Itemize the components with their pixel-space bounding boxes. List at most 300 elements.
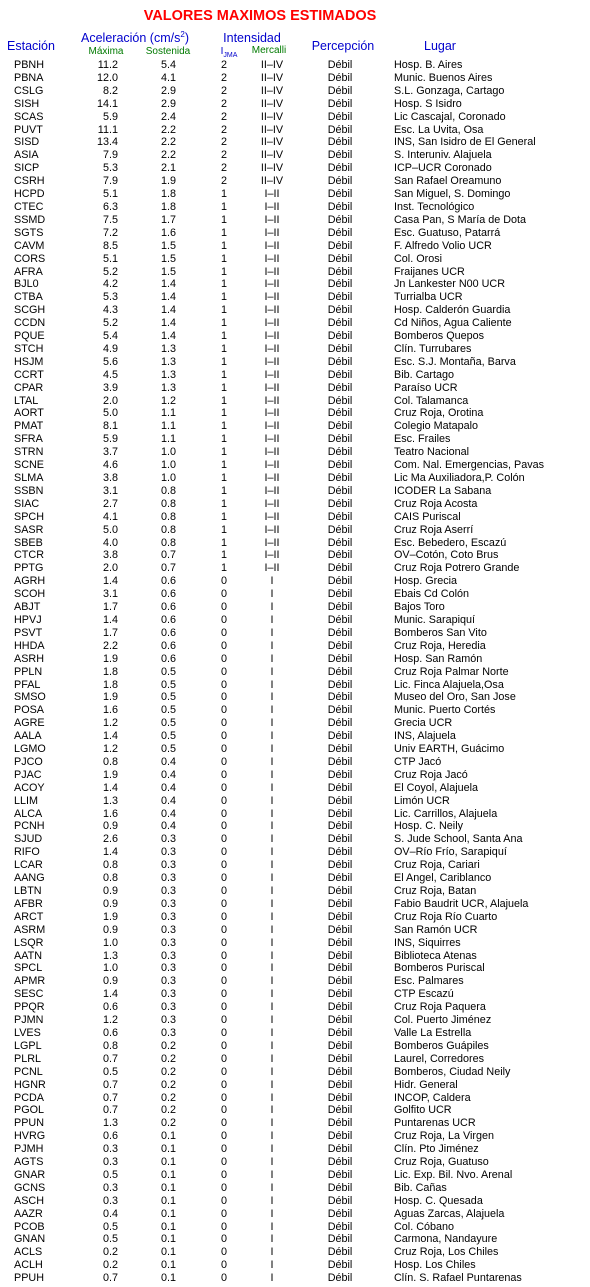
percepcion: Débil [327,136,353,149]
station-code: PJCO [14,755,43,768]
page-title: VALORES MAXIMOS ESTIMADOS [143,8,377,24]
intensidad-ijma: 0 [220,1246,227,1259]
header-sostenida: Sostenida [145,46,191,57]
station-code: LTAL [14,394,39,407]
header-aceleracion-text: Aceleración (cm/s [81,31,181,45]
station-code: CPAR [14,381,44,394]
aceleracion-sostenida: 0.3 [160,1014,176,1027]
aceleracion-sostenida: 1.3 [160,381,176,394]
intensidad-ijma: 2 [220,175,227,188]
intensidad-ijma: 2 [220,123,227,136]
station-code: PLRL [14,1052,42,1065]
table-row [0,640,590,653]
intensidad-ijma: 2 [220,84,227,97]
table-row [0,717,590,730]
intensidad-mercalli: I [270,1039,274,1052]
aceleracion-sostenida: 0.3 [160,872,176,885]
percepcion: Débil [327,420,353,433]
intensidad-mercalli: I [270,820,274,833]
aceleracion-sostenida: 0.2 [160,1078,176,1091]
aceleracion-sostenida: 0.2 [160,1104,176,1117]
aceleracion-sostenida: 4.1 [160,71,176,84]
intensidad-mercalli: I–II [264,510,280,523]
aceleracion-maxima: 0.8 [102,872,118,885]
percepcion: Débil [327,497,353,510]
intensidad-mercalli: I [270,1220,274,1233]
aceleracion-maxima: 0.7 [102,1091,118,1104]
station-code: SICP [14,162,40,175]
lugar: Hidr. General [394,1078,458,1091]
station-code: SLMA [14,472,44,484]
intensidad-ijma: 1 [220,510,227,523]
intensidad-ijma: 1 [220,420,227,433]
aceleracion-maxima: 0.3 [102,1143,118,1156]
intensidad-ijma: 0 [220,1065,227,1078]
aceleracion-sostenida: 0.4 [160,820,176,833]
aceleracion-maxima: 1.7 [102,626,118,639]
aceleracion-maxima: 0.7 [102,1078,118,1091]
lugar: Biblioteca Atenas [394,949,477,962]
station-code: ASCH [14,1194,44,1207]
percepcion: Débil [327,833,353,846]
percepcion: Débil [327,665,353,678]
table-row [0,704,590,717]
table-row [0,278,590,291]
aceleracion-sostenida: 2.2 [160,136,176,149]
intensidad-ijma: 0 [220,575,227,588]
intensidad-ijma: 0 [220,872,227,885]
table-row [0,1092,590,1105]
aceleracion-maxima: 0.3 [102,1194,118,1207]
station-code: CSLG [14,84,44,97]
aceleracion-maxima: 1.8 [102,665,118,678]
aceleracion-maxima: 1.3 [102,949,118,962]
percepcion: Débil [327,1091,353,1104]
table-row [0,808,590,821]
station-code: HCPD [14,188,45,201]
aceleracion-sostenida: 0.3 [160,988,176,1001]
percepcion: Débil [327,588,353,601]
percepcion: Débil [327,613,353,626]
table-row [0,1156,590,1169]
aceleracion-sostenida: 1.4 [160,304,176,317]
aceleracion-sostenida: 0.3 [160,936,176,949]
lugar: Aguas Zarcas, Alajuela [394,1207,505,1220]
aceleracion-maxima: 0.9 [102,885,118,897]
aceleracion-maxima: 5.1 [102,188,118,201]
aceleracion-maxima: 1.7 [102,601,118,614]
intensidad-ijma: 2 [220,136,227,149]
aceleracion-sostenida: 0.3 [160,962,176,975]
percepcion: Débil [327,226,353,239]
aceleracion-maxima: 4.5 [102,368,118,381]
lugar: El Coyol, Alajuela [394,781,479,794]
percepcion: Débil [327,562,353,575]
aceleracion-sostenida: 1.5 [160,265,176,278]
intensidad-ijma: 0 [220,1143,227,1156]
intensidad-mercalli: I–II [264,407,280,420]
intensidad-mercalli: I [270,846,274,859]
aceleracion-sostenida: 0.8 [160,536,176,549]
lugar: Paraíso UCR [394,381,458,394]
aceleracion-sostenida: 0.3 [160,846,176,859]
aceleracion-maxima: 0.8 [102,1039,118,1052]
intensidad-ijma: 0 [220,691,227,704]
aceleracion-maxima: 1.2 [102,743,118,756]
aceleracion-maxima: 6.3 [102,200,118,213]
percepcion: Débil [327,1143,353,1156]
lugar: Clín. Turrubares [394,342,472,355]
intensidad-mercalli: I [270,755,274,768]
lugar: Grecia UCR [394,717,453,730]
aceleracion-maxima: 0.7 [102,1052,118,1065]
station-code: PPUN [14,1117,44,1130]
header-maxima: Máxima [88,46,124,57]
aceleracion-maxima: 0.5 [102,1065,118,1078]
intensidad-mercalli: I–II [264,239,280,252]
intensidad-ijma: 1 [220,394,227,407]
aceleracion-maxima: 1.4 [102,988,118,1001]
station-code: ASRH [14,652,44,665]
intensidad-ijma: 2 [220,162,227,175]
lugar: INS, San Isidro de El General [394,136,536,149]
lugar: Cruz Roja, La Virgen [394,1130,495,1143]
table-row [0,1066,590,1079]
percepcion: Débil [327,1078,353,1091]
aceleracion-maxima: 4.3 [102,304,118,317]
intensidad-mercalli: I [270,1130,274,1143]
percepcion: Débil [327,1207,353,1220]
station-code: PUVT [14,123,43,136]
table-row [0,756,590,769]
intensidad-mercalli: I–II [264,433,280,446]
lugar: Limón UCR [394,794,450,807]
percepcion: Débil [327,149,353,162]
aceleracion-sostenida: 1.0 [160,459,176,472]
percepcion: Débil [327,678,353,691]
percepcion: Débil [327,200,353,213]
aceleracion-sostenida: 0.3 [160,859,176,872]
lugar: San Miguel, S. Domingo [394,188,511,201]
aceleracion-maxima: 8.2 [102,84,118,97]
intensidad-mercalli: I [270,975,274,988]
table-row [0,1169,590,1182]
table-row [0,898,590,911]
station-code: HSJM [14,355,44,368]
intensidad-mercalli: I–II [264,523,280,536]
lugar: Bib. Cartago [394,368,455,381]
lugar: Hosp. C. Quesada [394,1194,483,1207]
table-row [0,330,590,343]
table-row [0,782,590,795]
table-row [0,266,590,279]
lugar: Esc. S.J. Montaña, Barva [394,355,516,368]
aceleracion-maxima: 0.9 [102,923,118,936]
percepcion: Débil [327,213,353,226]
intensidad-ijma: 0 [220,626,227,639]
station-code: ALCA [14,807,43,820]
intensidad-ijma: 1 [220,497,227,510]
aceleracion-sostenida: 1.4 [160,278,176,291]
intensidad-ijma: 0 [220,859,227,872]
station-code: AORT [14,407,44,420]
intensidad-ijma: 1 [220,484,227,497]
lugar: Esc. Frailes [394,433,451,446]
table-row [0,136,590,149]
percepcion: Débil [327,252,353,265]
aceleracion-sostenida: 1.5 [160,239,176,252]
station-code: SIAC [14,497,40,510]
aceleracion-sostenida: 0.3 [160,910,176,923]
percepcion: Débil [327,781,353,794]
aceleracion-sostenida: 1.8 [160,200,176,213]
table-row [0,124,590,137]
aceleracion-sostenida: 0.8 [160,484,176,497]
station-code: AGRH [14,575,46,588]
station-code: SSBN [14,484,44,497]
intensidad-ijma: 1 [220,226,227,239]
lugar: Bomberos, Ciudad Neily [394,1065,511,1078]
station-code: SGTS [14,226,44,239]
percepcion: Débil [327,472,353,484]
intensidad-ijma: 0 [220,1014,227,1027]
header-lugar: Lugar [424,39,456,53]
intensidad-ijma: 0 [220,743,227,756]
intensidad-mercalli: I–II [264,536,280,549]
percepcion: Débil [327,755,353,768]
intensidad-mercalli: I [270,1091,274,1104]
intensidad-mercalli: I–II [264,188,280,201]
station-code: LLIM [14,794,39,807]
aceleracion-sostenida: 0.5 [160,730,176,743]
station-code: SCAS [14,110,44,123]
intensidad-mercalli: I [270,1104,274,1117]
station-code: PQUE [14,330,45,343]
aceleracion-maxima: 2.0 [102,394,118,407]
table-row [0,911,590,924]
intensidad-mercalli: I [270,872,274,885]
percepcion: Débil [327,1272,353,1285]
lugar: Esc. La Uvita, Osa [394,123,484,136]
lugar: Fraijanes UCR [394,265,465,278]
percepcion: Débil [327,975,353,988]
station-code: SPCH [14,510,44,523]
intensidad-mercalli: I [270,601,274,614]
intensidad-ijma: 0 [220,833,227,846]
station-code: HGNR [14,1078,46,1091]
aceleracion-sostenida: 1.4 [160,330,176,343]
aceleracion-maxima: 5.1 [102,252,118,265]
aceleracion-maxima: 1.4 [102,781,118,794]
percepcion: Débil [327,743,353,756]
intensidad-mercalli: I [270,730,274,743]
station-code: AGRE [14,717,45,730]
aceleracion-sostenida: 0.6 [160,626,176,639]
aceleracion-sostenida: 0.7 [160,549,176,562]
lugar: Valle La Estrella [394,1026,472,1039]
intensidad-mercalli: I–II [264,497,280,510]
aceleracion-sostenida: 0.2 [160,1039,176,1052]
intensidad-ijma: 1 [220,304,227,317]
lugar: Cruz Roja Paquera [394,1001,486,1014]
intensidad-ijma: 0 [220,820,227,833]
header-aceleracion-close: ) [184,31,189,45]
table-row [0,730,590,743]
table-row [0,1246,590,1259]
table-row [0,666,590,679]
intensidad-ijma: 0 [220,1052,227,1065]
station-code: PGOL [14,1104,45,1117]
table-row [0,291,590,304]
intensidad-mercalli: I [270,1181,274,1194]
station-code: LCAR [14,859,43,872]
percepcion: Débil [327,175,353,188]
aceleracion-sostenida: 0.7 [160,562,176,575]
table-row [0,859,590,872]
lugar: Esc. Bebedero, Escazú [394,536,507,549]
aceleracion-maxima: 5.2 [102,317,118,330]
aceleracion-maxima: 1.2 [102,1014,118,1027]
intensidad-mercalli: II–IV [260,71,284,84]
percepcion: Débil [327,536,353,549]
station-code: ACLH [14,1259,43,1272]
table-row [0,743,590,756]
intensidad-mercalli: I [270,768,274,781]
percepcion: Débil [327,162,353,175]
table-row [0,1027,590,1040]
aceleracion-maxima: 0.5 [102,1220,118,1233]
intensidad-ijma: 0 [220,975,227,988]
aceleracion-maxima: 7.5 [102,213,118,226]
table-row [0,149,590,162]
station-code: CTCR [14,549,44,562]
table-row [0,885,590,898]
intensidad-mercalli: II–IV [260,59,284,71]
percepcion: Débil [327,549,353,562]
percepcion: Débil [327,639,353,652]
intensidad-mercalli: I [270,910,274,923]
aceleracion-sostenida: 0.5 [160,678,176,691]
station-code: HVRG [14,1130,46,1143]
aceleracion-maxima: 0.8 [102,755,118,768]
intensidad-mercalli: I–II [264,459,280,472]
station-code: SASR [14,523,44,536]
aceleracion-sostenida: 0.2 [160,1117,176,1130]
intensidad-mercalli: II–IV [260,175,284,188]
station-code: HHDA [14,639,45,652]
intensidad-mercalli: I [270,691,274,704]
station-code: GCNS [14,1181,46,1194]
lugar: Ebais Cd Colón [394,588,470,601]
aceleracion-sostenida: 0.5 [160,691,176,704]
aceleracion-maxima: 0.6 [102,1001,118,1014]
intensidad-ijma: 1 [220,523,227,536]
intensidad-ijma: 0 [220,1130,227,1143]
aceleracion-maxima: 11.1 [97,123,118,136]
intensidad-ijma: 1 [220,291,227,304]
lugar: Lic. Carrillos, Alajuela [394,807,498,820]
aceleracion-sostenida: 2.9 [160,84,176,97]
aceleracion-maxima: 13.4 [96,136,118,149]
table-row [0,59,590,72]
aceleracion-maxima: 5.9 [102,433,118,446]
percepcion: Débil [327,1156,353,1169]
station-code: SSMD [14,213,46,226]
intensidad-mercalli: I [270,988,274,1001]
aceleracion-sostenida: 0.5 [160,717,176,730]
station-code: CTBA [14,291,43,304]
station-code: PPQR [14,1001,45,1014]
intensidad-ijma: 0 [220,652,227,665]
station-code: ARCT [14,910,44,923]
intensidad-mercalli: I [270,1207,274,1220]
station-code: PJMH [14,1143,44,1156]
intensidad-ijma: 1 [220,278,227,291]
lugar: Cruz Roja, Orotina [394,407,484,420]
table-row [0,382,590,395]
intensidad-mercalli: II–IV [260,149,284,162]
aceleracion-maxima: 1.3 [102,1117,118,1130]
intensidad-ijma: 0 [220,601,227,614]
intensidad-mercalli: I [270,781,274,794]
station-code: SBEB [14,536,43,549]
percepcion: Débil [327,510,353,523]
aceleracion-maxima: 4.9 [102,342,118,355]
intensidad-ijma: 2 [220,110,227,123]
aceleracion-sostenida: 0.8 [160,497,176,510]
station-code: PSVT [14,626,43,639]
percepcion: Débil [327,278,353,291]
table-row [0,446,590,459]
intensidad-ijma: 1 [220,252,227,265]
aceleracion-maxima: 0.8 [102,859,118,872]
percepcion: Débil [327,381,353,394]
aceleracion-sostenida: 2.1 [160,162,176,175]
station-code: SISH [14,97,40,110]
station-code: PFAL [14,678,41,691]
aceleracion-sostenida: 1.7 [160,213,176,226]
table-row [0,833,590,846]
table-row [0,524,590,537]
aceleracion-sostenida: 0.1 [160,1220,176,1233]
intensidad-mercalli: I–II [264,394,280,407]
intensidad-ijma: 0 [220,1156,227,1169]
aceleracion-maxima: 1.3 [102,794,118,807]
station-code: CSRH [14,175,45,188]
station-code: PPLN [14,665,43,678]
station-code: PJAC [14,768,42,781]
intensidad-mercalli: I [270,704,274,717]
aceleracion-maxima: 1.0 [102,962,118,975]
percepcion: Débil [327,446,353,459]
intensidad-ijma: 1 [220,381,227,394]
lugar: Cruz Roja, Heredia [394,639,486,652]
lugar: Bomberos Puriscal [394,962,485,975]
lugar: S. Jude School, Santa Ana [394,833,523,846]
intensidad-mercalli: I [270,859,274,872]
station-code: PJMN [14,1014,44,1027]
table-row [0,1040,590,1053]
aceleracion-sostenida: 0.1 [160,1130,176,1143]
percepcion: Débil [327,342,353,355]
table-row [0,950,590,963]
intensidad-mercalli: I [270,949,274,962]
percepcion: Débil [327,1052,353,1065]
table-row [0,575,590,588]
table-row [0,549,590,562]
station-code: LVES [14,1026,41,1039]
percepcion: Débil [327,626,353,639]
